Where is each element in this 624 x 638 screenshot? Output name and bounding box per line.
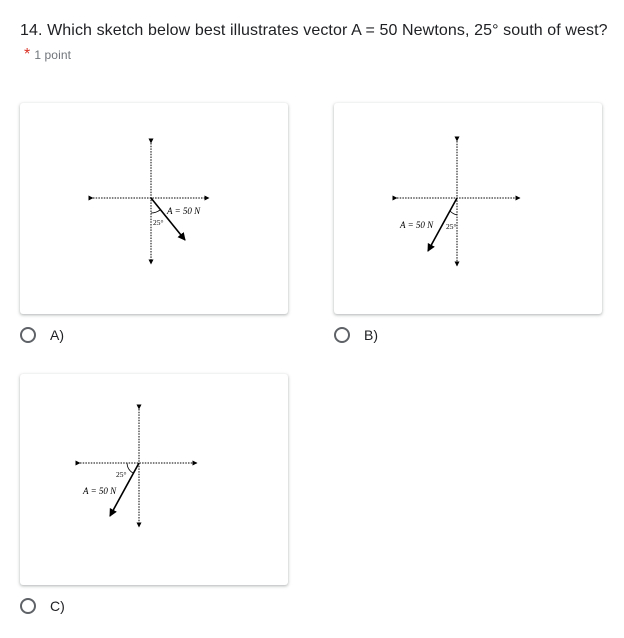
- option-a-label: A): [50, 327, 64, 343]
- sketch-c: [20, 374, 288, 585]
- angle-arc: [127, 463, 133, 473]
- angle-label: 25°: [116, 470, 127, 479]
- vector-label: A = 50 N: [400, 220, 434, 230]
- option-b[interactable]: [334, 327, 378, 343]
- option-c[interactable]: [20, 598, 65, 614]
- question-title: [20, 19, 610, 67]
- question-text: 14. Which sketch below best illustrates vector A = 50 Newtons, 25° south of west?: [20, 22, 608, 39]
- sketch-b: [334, 103, 602, 314]
- radio-button-unchecked-icon[interactable]: [334, 327, 350, 343]
- option-b-image: [334, 103, 602, 314]
- sketch-a: [20, 103, 288, 314]
- angle-label: 25°: [153, 218, 164, 227]
- option-c-image: [20, 374, 288, 585]
- points-label: 1 point: [34, 48, 72, 62]
- angle-arc: [151, 210, 160, 213]
- radio-button-unchecked-icon[interactable]: [20, 327, 36, 343]
- angle-arc: [450, 211, 457, 215]
- option-a[interactable]: [20, 327, 64, 343]
- angle-label: 25°: [446, 222, 457, 231]
- option-c-label: C): [50, 598, 65, 614]
- option-a-image: [20, 103, 288, 314]
- vector-label: A = 50 N: [83, 486, 117, 496]
- vector-label: A = 50 N: [167, 206, 201, 216]
- radio-button-unchecked-icon[interactable]: [20, 598, 36, 614]
- required-asterisk: *: [24, 46, 31, 63]
- option-b-label: B): [364, 327, 378, 343]
